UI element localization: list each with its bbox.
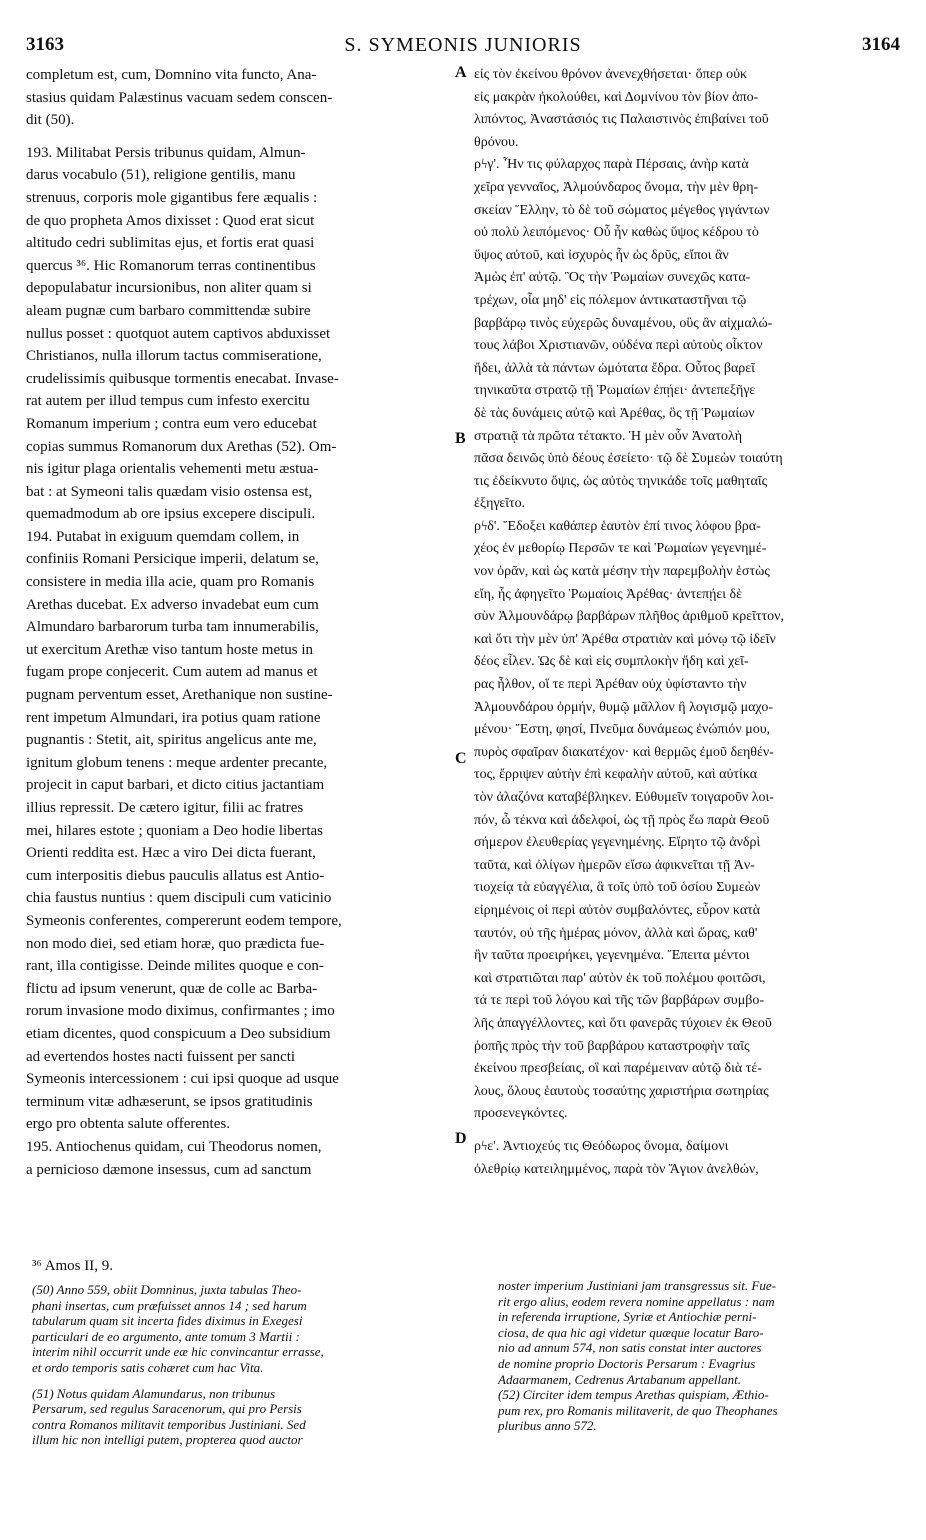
greek-text-line: σκείαν Ἕλλην, τὸ δὲ τοῦ σώματος μέγεθος γιγάντων [474, 202, 770, 218]
latin-text-line: ignitum globum tenens : meque ardenter precante, [26, 754, 328, 771]
latin-text-line: etiam dicentes, quod conspicuum a Deo subsidium [26, 1025, 331, 1042]
greek-text-line: Ἀμὼς ἐπ' αὐτῷ. Ὃς τὴν Ῥωμαίων συνεχῶς κατα- [474, 270, 751, 286]
greek-text-line [474, 1126, 902, 1136]
note-line: pum rex, pro Romanis militaverit, de quo Theophanes [498, 1402, 778, 1418]
greek-text-line: νον ὁρᾶν, καὶ ὡς κατὰ μέσην τὴν παρεμβολὴν ἑστὼς [474, 564, 770, 580]
greek-text-line: ῥοπῆς πρὸς τὴν τοῦ βαρβάρου καταστροφὴν ταῖς [474, 1038, 750, 1054]
latin-text-line: ut exercitum Arethæ viso tantum hoste metus in [26, 641, 314, 658]
latin-text-line: bat : at Symeoni talis quædam visio ostensa est, [26, 483, 313, 500]
latin-text-line: Romanum imperium ; contra eum vero educebat [26, 415, 317, 432]
latin-text-line: Arethas ducebat. Ex adverso invadebat eum cum [26, 596, 319, 613]
latin-text-line: dit (50). [26, 112, 75, 129]
greek-text-line: προσενεγκόντες. [474, 1106, 568, 1122]
greek-text-line: ἤδει, ἀλλὰ τὰ πάντων ὠμότατα ἔδρα. Οὗτος βαρεῖ [474, 360, 755, 376]
greek-text-line: τηνικαῦτα στρατῷ τῇ Ῥωμαίων ἐπῄει· ἀντεπεξῆγε [474, 383, 756, 399]
greek-text-line: χεῖρα γενναῖος, Ἀλμούνδαρος ὄνομα, τὴν μὲν θρη- [474, 179, 759, 195]
latin-text-line: pugnantis : Stetit, ait, spiritus angelicus ante me, [26, 732, 317, 749]
note-line: rit ergo alius, eodem revera nomine appellatus : nam [498, 1293, 775, 1309]
greek-text-line: ὕψος αὐτοῦ, καὶ ἰσχυρὸς ἦν ὡς δρῦς, εἴποι ἂν [474, 247, 729, 263]
latin-text-line: crudelissimis quibusque tormentis enecabat. Invase- [26, 370, 339, 387]
greek-text-line: λῆς ἀπαγγέλλοντες, καὶ ὅτι φανερᾶς τύχοιεν ἐκ Θεοῦ [474, 1015, 772, 1031]
greek-text-line: ρας ἦλθον, οἵ τε περὶ Ἀρέθαν οὐχ ὑφίσταντο τὴν [474, 677, 747, 693]
latin-text-line: pugnam perventum esset, Arethanique non sustine- [26, 687, 333, 704]
latin-text-line: rent impetum Almundari, ira potius quam ratione [26, 709, 321, 726]
greek-text-line: εἰς τὸν ἐκείνου θρόνον ἀνενεχθήσεται· ὅπερ οὐκ [474, 67, 748, 82]
latin-text-line: stasius quidam Palæstinus vacuam sedem conscen- [26, 89, 333, 106]
greek-text-line: εἰς μακρὰν ἠκολούθει, καὶ Δομνίνου τὸν βίον ἀπο- [474, 89, 759, 105]
margin-letter-a: A [455, 64, 467, 81]
greek-text-line: ἐκείνου πρεσβείαις, οἳ καὶ παρέμειναν αὐτῷ διὰ τέ- [474, 1061, 762, 1077]
latin-text-line: de quo propheta Amos dixisset : Quod erat sicut [26, 212, 315, 229]
latin-text-line: copias summus Romanorum dux Arethas (52). Om- [26, 438, 337, 455]
latin-text-line: strenuus, corporis mole gigantibus fere æqualis : [26, 189, 318, 206]
greek-text-line: λιπόντος, Ἀναστάσιός τις Παλαιστινὸς ἐπιβαίνει τοῦ [474, 112, 769, 128]
page-header [26, 34, 900, 60]
latin-text-line: Symeonis intercessionem : cui ipsi quoque ad usque [26, 1071, 339, 1088]
latin-text-line: projecit in caput barbari, et dicto citius jactantiam [26, 777, 325, 794]
editor-notes-left [32, 1282, 450, 1448]
latin-text-line: nis igitur plaga orientalis vehementi metu æstua- [26, 461, 319, 478]
latin-text-line: rat autem per illud tempus cum infesto exercitu [26, 393, 310, 410]
latin-text-line: Orienti reddita est. Hæc a viro Dei dicta fuerant, [26, 845, 316, 862]
greek-text-line: καὶ στρατιῶται παρ' αὐτὸν ἐκ τοῦ πολέμου φοιτῶσι, [474, 970, 766, 986]
latin-text-line: cum interpositis diebus pauculis allatus est Antio- [26, 867, 325, 884]
latin-text-line: non modo diei, sed etiam horæ, quo prædicta fue- [26, 935, 325, 952]
note-line: phani insertas, cum præfuisset annos 14 ; sed harum [32, 1297, 307, 1313]
note-line: contra Romanos militavit temporibus Justiniani. Sed [32, 1416, 306, 1432]
left-column-number: 3163 [26, 34, 64, 55]
right-column-number: 3164 [862, 34, 900, 55]
note-line: (51) Notus quidam Alamundarus, non tribunus [32, 1385, 276, 1401]
greek-text-line: χέος ἐν μεθορίῳ Περσῶν τε καὶ Ῥωμαίων γεγενημέ- [474, 541, 767, 557]
note-line: in referenda irruptione, Syriæ et Antiochiæ perni- [498, 1309, 757, 1325]
latin-text-line: ergo pro obtenta salute offerentes. [26, 1116, 230, 1133]
latin-text-line: completum est, cum, Domnino vita functo, Ana- [26, 67, 317, 83]
note-line: pluribus anno 572. [498, 1418, 597, 1434]
margin-letter-c: C [455, 750, 467, 767]
latin-text-line: rant, illa contigisse. Deinde milites quoque e con- [26, 958, 324, 975]
latin-text-line: quercus ³⁶. Hic Romanorum terras continentibus [26, 257, 316, 274]
latin-text-line: 195. Antiochenus quidam, cui Theodorus nomen, [26, 1138, 322, 1155]
note-line [32, 1376, 450, 1386]
greek-text-line: τά τε περὶ τοῦ λόγου καὶ τῆς τῶν βαρβάρων συμβο- [474, 993, 765, 1009]
latin-text-line: Symeonis conferentes, compererunt eodem tempore, [26, 912, 342, 929]
greek-text-line: ταῦτα, καὶ ὀλίγων ἡμερῶν εἴσω ἀφικνεῖται τῇ Ἀν- [474, 857, 755, 873]
latin-text-line: mei, hilares estote ; quoniam a Deo hodie libertas [26, 822, 323, 839]
note-line: (52) Circiter idem tempus Arethas quispiam, Æthio- [498, 1387, 769, 1403]
latin-text-line: fugam prope conjecerit. Cum autem ad manus et [26, 664, 318, 681]
greek-text-line: οὐ πολὺ λειπόμενος· Οὗ ἦν καθὼς ὕψος κέδρου τὸ [474, 225, 759, 241]
latin-text-line: flictu ad ipsum venerunt, quæ de colle ac Barba- [26, 980, 318, 997]
note-line: illum hic non intelligi putem, propterea quod auctor [32, 1432, 303, 1448]
greek-text-line: ρϟε'. Ἀντιοχεύς τις Θεόδωρος ὄνομα, δαίμονι [474, 1138, 729, 1154]
editor-notes-right [498, 1278, 908, 1434]
margin-letter-d: D [455, 1130, 467, 1147]
scripture-footnote: ³⁶ Amos II, 9. [32, 1258, 113, 1274]
greek-text-line: εἰρημένοις οἱ περὶ αὐτὸν συμβαλόντες, εὗρον κατὰ [474, 902, 761, 918]
greek-text-line: ἐξηγεῖτο. [474, 496, 526, 512]
greek-text-line: τους λάβοι Χριστιανῶν, οὐδένα περὶ αὐτοὺς οἶκτον [474, 338, 763, 354]
greek-text-line: δέος εἶλεν. Ὡς δὲ καὶ εἰς συμπλοκὴν ἤδη καὶ χεῖ- [474, 654, 749, 670]
note-line: interim nihil occurrit unde eæ hic convincantur errasse, [32, 1344, 324, 1360]
latin-text-column [26, 64, 454, 1181]
running-title: S. SYMEONIS JUNIORIS [344, 34, 582, 56]
greek-text-line: τις ἐδείκνυτο ὄψις, ὡς αὐτὸς τηνικάδε τοῖς μαθηταῖς [474, 473, 768, 489]
greek-text-line: τὸν ἀλαζόνα καταβέβληκεν. Εὐθυμεῖν τοιγαροῦν λοι- [474, 790, 774, 805]
latin-text-line: ad evertendos hostes nacti fuissent per sancti [26, 1048, 296, 1065]
greek-text-line: καὶ ὅτι τὴν μὲν ὑπ' Ἀρέθα στρατιὰν καὶ μόνῳ τῷ ἰδεῖν [474, 631, 776, 647]
note-line: ciosa, de qua hic agi videtur quæque locatur Baro- [498, 1324, 764, 1340]
latin-text-line: Almundaro barbarorum turba tam innumerabilis, [26, 619, 319, 636]
greek-text-line: βαρβάρῳ τινὸς εὐχερῶς δυναμένου, οὓς ἂν αἰχμαλώ- [474, 315, 773, 331]
latin-text-line: quemadmodum ab ore ipsius excepere discipuli. [26, 506, 316, 523]
greek-text-line: ρϟδ'. Ἔδοξει καθάπερ ἑαυτὸν ἐπί τινος λόφου βρα- [474, 518, 761, 534]
note-line: nio ad annum 574, non satis constat inter auctores [498, 1340, 762, 1356]
note-line: de nomine proprio Doctoris Persarum : Evagrius [498, 1355, 756, 1371]
latin-text-line: a pernicioso dæmone insessus, cum ad sanctum [26, 1161, 312, 1178]
greek-text-line: λους, ὅλους ἑαυτοὺς τοσαύτης χαριστήρια σωτηρίας [474, 1083, 769, 1099]
greek-text-line: θρόνου. [474, 134, 519, 150]
greek-text-line: Ἀλμουνδάρου ὁρμήν, θυμῷ μᾶλλον ἢ λογισμῷ μαχο- [474, 699, 774, 715]
note-line: tabularum quam sit incerta fides diximus in Exegesi [32, 1313, 303, 1329]
greek-text-line: ταυτόν, οὐ τῆς ἡμέρας μόνον, ἀλλὰ καὶ ὥρας, καθ' [474, 925, 758, 941]
latin-text-line: chia faustus nuntius : quem discipuli cum vaticinio [26, 890, 332, 907]
latin-text-line: confiniis Romani Persicique imperii, delatum se, [26, 551, 319, 568]
latin-text-line: Christianos, nulla illorum tactus commiseratione, [26, 348, 322, 365]
greek-text-line: μένου· Ἔστη, φησί, Πνεῦμα δυνάμεως ἐνώπιόν μου, [474, 722, 771, 738]
latin-text-line: 193. Militabat Persis tribunus quidam, Almun- [26, 144, 306, 161]
greek-text-line: πόν, ὦ τέκνα καὶ ἀδελφοί, ὡς τῇ πρὸς ἕω παρὰ Θεοῦ [474, 812, 770, 828]
note-line: noster imperium Justiniani jam transgressus sit. Fue- [498, 1278, 776, 1293]
greek-text-line: ὀλεθρίῳ κατειλημμένος, παρὰ τὸν Ἅγιον ἀνελθών, [474, 1161, 759, 1177]
latin-text-line: darus vocabulo (51), religione gentilis, manu [26, 167, 296, 184]
latin-text-line [26, 132, 454, 142]
note-line: particulari de eo argumento, ante tomum 3 Martii : [32, 1328, 300, 1344]
latin-text-line: aleam pugnæ cum barbaro committendæ subire [26, 302, 311, 319]
greek-text-line: δὲ τὰς δυνάμεις αὐτῷ καὶ Ἀρέθας, ὃς τῇ Ῥωμαίων [474, 405, 755, 421]
latin-text-line: altitudo cedri sublimitas ejus, et fortis erat quasi [26, 235, 315, 252]
latin-text-line: rorum invasione modo diximus, confirmantes ; imo [26, 1003, 335, 1020]
greek-text-column [474, 64, 902, 1181]
latin-text-line: terminum vitæ adhæserunt, se ipsos gratitudinis [26, 1093, 313, 1110]
greek-text-line: σὺν Ἀλμουνδάρῳ βαρβάρων πλῆθος ἀριθμοῦ κρεῖττον, [474, 609, 784, 625]
margin-letter-b: B [455, 430, 466, 447]
greek-text-line: ρϟγ'. Ἦν τις φύλαρχος παρὰ Πέρσαις, ἀνὴρ κατὰ [474, 157, 749, 173]
greek-text-line: εἴη, ἧς ἀφηγεῖτο Ῥωμαίοις Ἀρέθας· ἀντεπῄει δὲ [474, 586, 743, 602]
greek-text-line: ἣν ταῦτα προειρήκει, γεγενημένα. Ἔπειτα μέντοι [474, 948, 750, 964]
greek-text-line: τιοχείᾳ τὰ εὐαγγέλια, ἃ τοῖς ὑπὸ τοῦ ὁσίου Συμεὼν [474, 880, 761, 896]
greek-text-line: πᾶσα δεινῶς ὑπὸ δέους ἐσείετο· τῷ δὲ Συμεὼν τοιαύτη [474, 451, 783, 467]
latin-text-line: 194. Putabat in exiguum quemdam collem, in [26, 528, 300, 545]
latin-text-line: consistere in media illa acie, quam pro Romanis [26, 574, 315, 591]
greek-text-line: τρέχων, οἷα μηδ' εἰς πόλεμον ἀντικαταστῆναι τῷ [474, 292, 747, 308]
greek-text-line: τος, ἔρριψεν αὐτὴν ἐπὶ κεφαλὴν αὐτοῦ, καὶ αὐτίκα [474, 767, 758, 783]
greek-text-line: στρατιᾷ τὰ πρῶτα τέτακτο. Ἡ μὲν οὖν Ἀνατολὴ [474, 428, 743, 444]
greek-text-line: πυρὸς σφαῖραν διακατέχον· καὶ θερμῶς ἐμοῦ δεηθέν- [474, 744, 774, 760]
note-line: (50) Anno 559, obiit Domninus, juxta tabulas Theo- [32, 1282, 302, 1297]
latin-text-line: illius repressit. De cætero igitur, filii ac fratres [26, 800, 304, 816]
greek-text-line: σήμερον ἐλευθερίας γεγενημένης. Εἴρητο τῷ ἀνδρὶ [474, 835, 761, 851]
note-line: Persarum, sed regulus Saracenorum, qui pro Persis [32, 1401, 302, 1417]
note-line: et ordo temporis satis cohæret cum hac Vita. [32, 1359, 264, 1375]
latin-text-line: nullus posset : quotquot autem captivos abduxisset [26, 325, 331, 342]
latin-text-line: depopulabatur incursionibus, non aliter quam si [26, 280, 312, 297]
note-line: Adaarmanem, Cedrenus Artabanum appellant. [498, 1371, 742, 1387]
